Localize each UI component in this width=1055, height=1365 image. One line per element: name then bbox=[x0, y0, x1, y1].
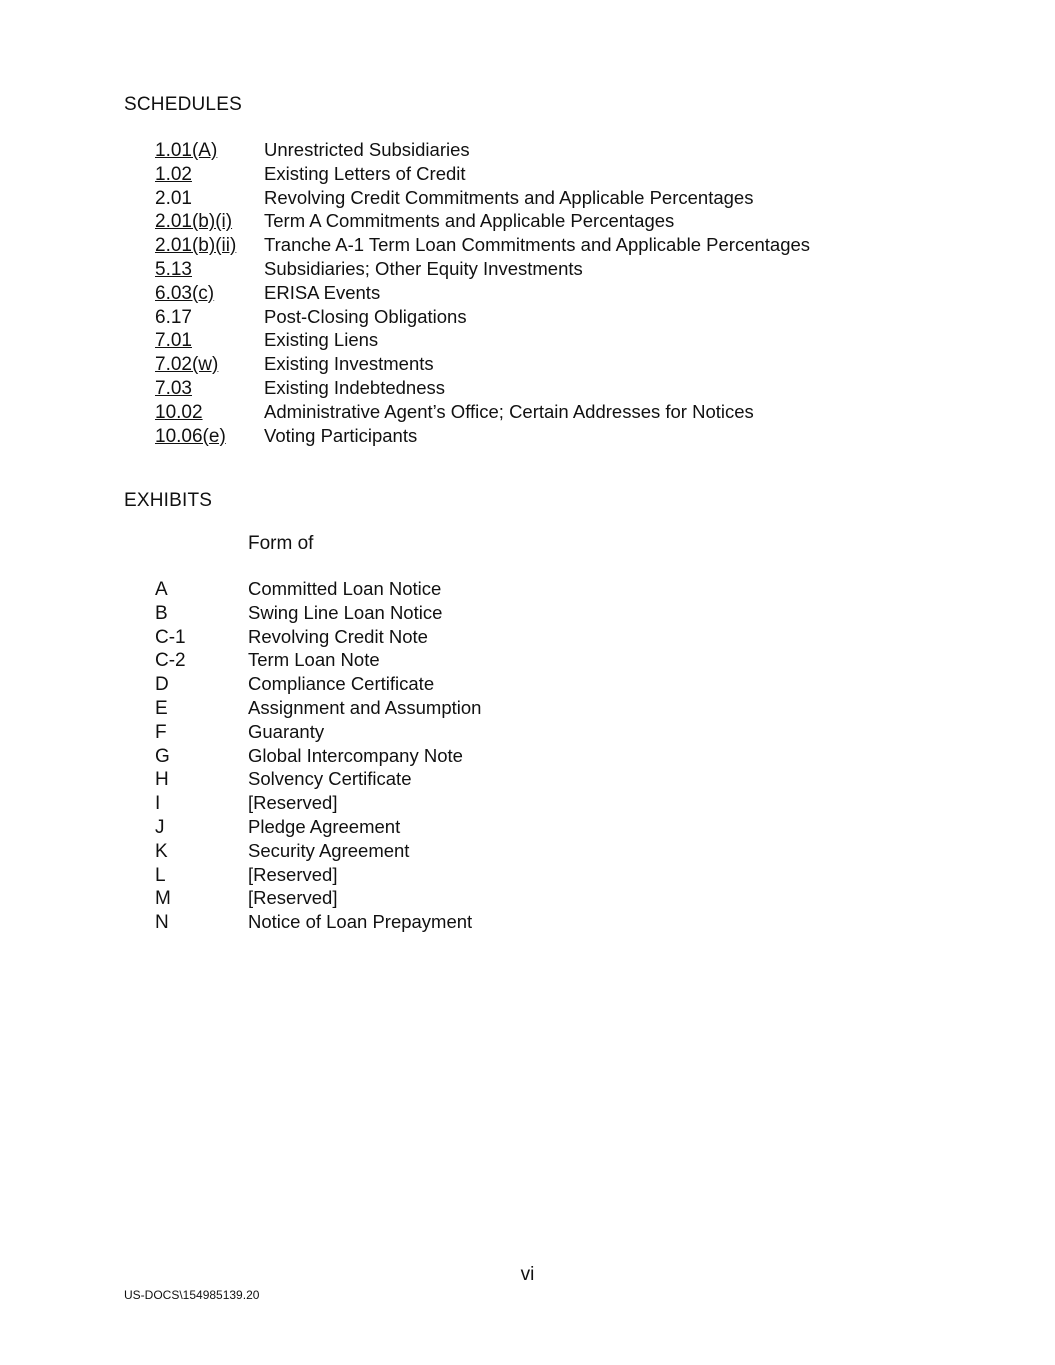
exhibit-letter: I bbox=[155, 793, 161, 815]
schedule-item bbox=[155, 209, 810, 233]
exhibit-letter: D bbox=[155, 674, 169, 696]
schedule-title: Voting Participants bbox=[264, 424, 418, 446]
exhibit-item bbox=[155, 577, 481, 601]
exhibit-letter: C-1 bbox=[155, 626, 186, 648]
schedules-heading: SCHEDULES bbox=[124, 94, 242, 115]
exhibit-item bbox=[155, 601, 481, 625]
schedule-item bbox=[155, 138, 810, 162]
schedule-title: Existing Investments bbox=[264, 353, 434, 375]
schedule-item bbox=[155, 281, 810, 305]
exhibit-title: Solvency Certificate bbox=[248, 768, 412, 790]
exhibit-title: Revolving Credit Note bbox=[248, 625, 428, 647]
exhibit-item bbox=[155, 696, 481, 720]
schedule-item bbox=[155, 305, 810, 329]
schedule-title: Subsidiaries; Other Equity Investments bbox=[264, 257, 583, 279]
exhibits-heading: EXHIBITS bbox=[124, 490, 213, 511]
schedule-title: ERISA Events bbox=[264, 281, 381, 303]
exhibit-letter: B bbox=[155, 602, 168, 624]
schedule-number: 10.02 bbox=[155, 401, 203, 423]
exhibit-item bbox=[155, 839, 481, 863]
exhibit-title: [Reserved] bbox=[248, 863, 338, 885]
schedule-title: Administrative Agent’s Office; Certain Addresses for Notices bbox=[264, 400, 754, 422]
exhibit-item bbox=[155, 625, 481, 649]
schedule-number: 2.01(b)(i) bbox=[155, 211, 233, 233]
exhibit-letter: M bbox=[155, 888, 171, 910]
schedule-item bbox=[155, 328, 810, 352]
exhibit-title: Swing Line Loan Notice bbox=[248, 601, 443, 623]
schedule-number: 6.03(c) bbox=[155, 282, 215, 304]
schedule-list bbox=[155, 138, 810, 447]
schedule-number: 2.01(b)(ii) bbox=[155, 235, 237, 257]
schedule-number: 6.17 bbox=[155, 306, 192, 328]
schedule-title: Revolving Credit Commitments and Applicable Percentages bbox=[264, 186, 754, 208]
exhibit-list bbox=[155, 577, 481, 934]
document-id: US-DOCS\154985139.20 bbox=[124, 1288, 260, 1302]
schedule-item bbox=[155, 257, 810, 281]
exhibit-title: [Reserved] bbox=[248, 792, 338, 814]
schedule-number: 10.06(e) bbox=[155, 425, 226, 447]
schedule-number: 1.01(A) bbox=[155, 140, 218, 161]
exhibit-item bbox=[155, 672, 481, 696]
exhibit-letter: L bbox=[155, 864, 166, 886]
exhibit-title: Assignment and Assumption bbox=[248, 696, 482, 718]
schedule-title: Term A Commitments and Applicable Percentages bbox=[264, 210, 675, 232]
exhibit-title: Committed Loan Notice bbox=[248, 578, 442, 599]
exhibit-letter: A bbox=[155, 579, 168, 600]
exhibit-letter: E bbox=[155, 697, 168, 719]
schedule-number: 5.13 bbox=[155, 258, 192, 280]
page-number: vi bbox=[520, 1264, 535, 1285]
schedule-title: Unrestricted Subsidiaries bbox=[264, 139, 470, 160]
exhibit-title: Term Loan Note bbox=[248, 649, 380, 671]
schedule-item bbox=[155, 162, 810, 186]
exhibit-title: Global Intercompany Note bbox=[248, 744, 463, 766]
schedule-item bbox=[155, 186, 810, 210]
exhibit-item bbox=[155, 910, 481, 934]
schedule-item bbox=[155, 400, 810, 424]
exhibit-letter: H bbox=[155, 769, 169, 791]
schedule-title: Tranche A-1 Term Loan Commitments and Applicable Percentages bbox=[264, 234, 811, 256]
exhibit-item bbox=[155, 744, 481, 768]
exhibit-title: Compliance Certificate bbox=[248, 673, 435, 695]
schedule-number: 7.02(w) bbox=[155, 354, 219, 376]
schedule-title: Existing Indebtedness bbox=[264, 376, 446, 398]
schedule-title: Existing Liens bbox=[264, 329, 379, 351]
exhibit-letter: J bbox=[155, 816, 165, 838]
exhibit-letter: N bbox=[155, 912, 169, 934]
schedule-number: 7.03 bbox=[155, 377, 192, 399]
exhibit-letter: C-2 bbox=[155, 650, 186, 672]
exhibit-letter: G bbox=[155, 745, 170, 767]
exhibit-title: [Reserved] bbox=[248, 887, 338, 909]
exhibit-title: Pledge Agreement bbox=[248, 815, 401, 837]
schedule-item bbox=[155, 376, 810, 400]
exhibit-item bbox=[155, 791, 481, 815]
schedule-title: Post-Closing Obligations bbox=[264, 305, 467, 327]
exhibit-item bbox=[155, 886, 481, 910]
exhibit-item bbox=[155, 815, 481, 839]
exhibit-item bbox=[155, 720, 481, 744]
exhibit-letter: F bbox=[155, 721, 167, 743]
exhibit-item bbox=[155, 648, 481, 672]
schedule-item bbox=[155, 424, 810, 448]
exhibit-title: Guaranty bbox=[248, 720, 325, 742]
schedule-item bbox=[155, 352, 810, 376]
schedule-number: 1.02 bbox=[155, 163, 192, 185]
schedule-number: 2.01 bbox=[155, 187, 192, 209]
exhibits-form-of-label: Form of bbox=[248, 533, 314, 554]
schedule-number: 7.01 bbox=[155, 330, 192, 352]
exhibit-title: Notice of Loan Prepayment bbox=[248, 911, 473, 933]
exhibit-title: Security Agreement bbox=[248, 839, 410, 861]
exhibit-item bbox=[155, 863, 481, 887]
schedule-title: Existing Letters of Credit bbox=[264, 162, 466, 184]
exhibit-letter: K bbox=[155, 840, 168, 862]
schedule-item bbox=[155, 233, 810, 257]
exhibit-item bbox=[155, 767, 481, 791]
